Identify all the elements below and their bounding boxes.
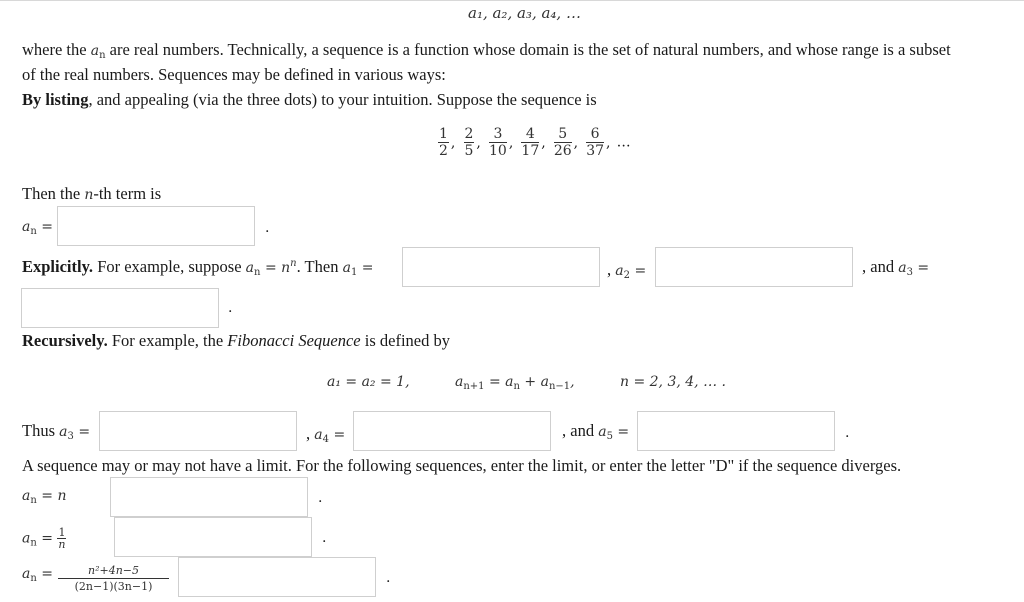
intro-text: , and appealing (via the three dots) to your intuition. Suppose the sequence is (88, 90, 597, 109)
thus-line: Thus $a_3$ = (22, 421, 91, 442)
an-equals-label: $a_n$ = (22, 219, 53, 237)
intro-text: where the (22, 40, 87, 59)
explicit-a2-input[interactable] (655, 247, 853, 287)
period: . (386, 570, 391, 586)
fib-a4-input[interactable] (353, 411, 551, 451)
fraction: $\frac{3}{10}$ (489, 126, 507, 159)
an-symbol: $a_n$ (90, 43, 106, 61)
period: . (265, 220, 270, 236)
seq3-label: $a_n$ = (22, 566, 53, 584)
seq3-fraction: $\frac{\text{n²+4n−5}}{(2n-1)(3n-1)}$ (58, 564, 169, 593)
fib-initial: a₁ = a₂ = 1, (327, 374, 410, 390)
fraction-listing: $\frac{1}{2}$ , $\frac{2}{5}$ , $\frac{3}{10}$ , $\frac{4}{17}$ , $\frac{5}{26}$ , $\frac{6}{37}$ , … (439, 126, 631, 159)
fibonacci-title: Fibonacci Sequence (227, 331, 361, 350)
seq1-label: $a_n = n$ (22, 488, 67, 506)
intro-line-2: of the real numbers. Sequences may be defined in various ways: (22, 65, 446, 84)
limits-instructions: A sequence may or may not have a limit. For the following sequences, enter the limit, or enter the letter "D" if the sequence diverges. (22, 456, 902, 475)
sequence-notation: a₁, a₂, a₃, a₄, … (468, 4, 581, 22)
explicit-a1-input[interactable] (402, 247, 600, 287)
fraction: $\frac{1}{2}$ (439, 126, 448, 159)
seq2-label: $a_n$ = $\frac{1}{n}$ (22, 526, 66, 551)
intro-line-3 (22, 90, 597, 110)
explicit-a3-input[interactable] (21, 288, 219, 328)
limit-seq2-input[interactable] (114, 517, 312, 557)
explicit-line: Explicitly. For example, suppose $a_n = n^n$. Then $a_1$ = (22, 257, 374, 278)
intro-line-1 (22, 40, 951, 61)
fraction: $\frac{6}{37}$ (586, 126, 605, 159)
top-divider (0, 0, 1024, 1)
limit-seq1-input[interactable] (110, 477, 308, 517)
limit-seq3-input[interactable] (178, 557, 376, 597)
explicitly-heading: Explicitly. (22, 257, 94, 276)
by-listing-heading: By listing (22, 90, 89, 109)
explicit-a3-label: , and $a_3$ = (862, 257, 930, 278)
nth-term-label: Then the n-th term is (22, 184, 162, 203)
fib-a4-label: , $a_4$ = (306, 424, 346, 445)
fib-index-range: n = 2, 3, 4, … . (620, 374, 726, 390)
period: . (845, 425, 850, 441)
fib-recurrence: $a_{n+1} = a_n + a_{n-1}$, (455, 374, 575, 392)
fraction: $\frac{2}{5}$ (464, 126, 474, 159)
explicit-a2-label: , $a_2$ = (607, 260, 647, 281)
fib-a3-input[interactable] (99, 411, 297, 451)
fib-a5-label: , and $a_5$ = (562, 421, 630, 442)
fraction: $\frac{4}{17}$ (521, 126, 540, 159)
nth-term-input[interactable] (57, 206, 255, 246)
period: . (228, 300, 233, 316)
recursive-line: Recursively. For example, the Fibonacci Sequence is defined by (22, 331, 450, 350)
intro-text: are real numbers. Technically, a sequence is a function whose domain is the set of natural numbers, and whose range is a subset (109, 40, 951, 59)
ellipsis: … (616, 134, 631, 151)
recursively-heading: Recursively. (22, 331, 108, 350)
period: . (318, 490, 323, 506)
period: . (322, 530, 327, 546)
fraction: $\frac{1}{n}$ (58, 526, 66, 551)
fib-a5-input[interactable] (637, 411, 835, 451)
fraction: $\frac{5}{26}$ (553, 126, 572, 159)
